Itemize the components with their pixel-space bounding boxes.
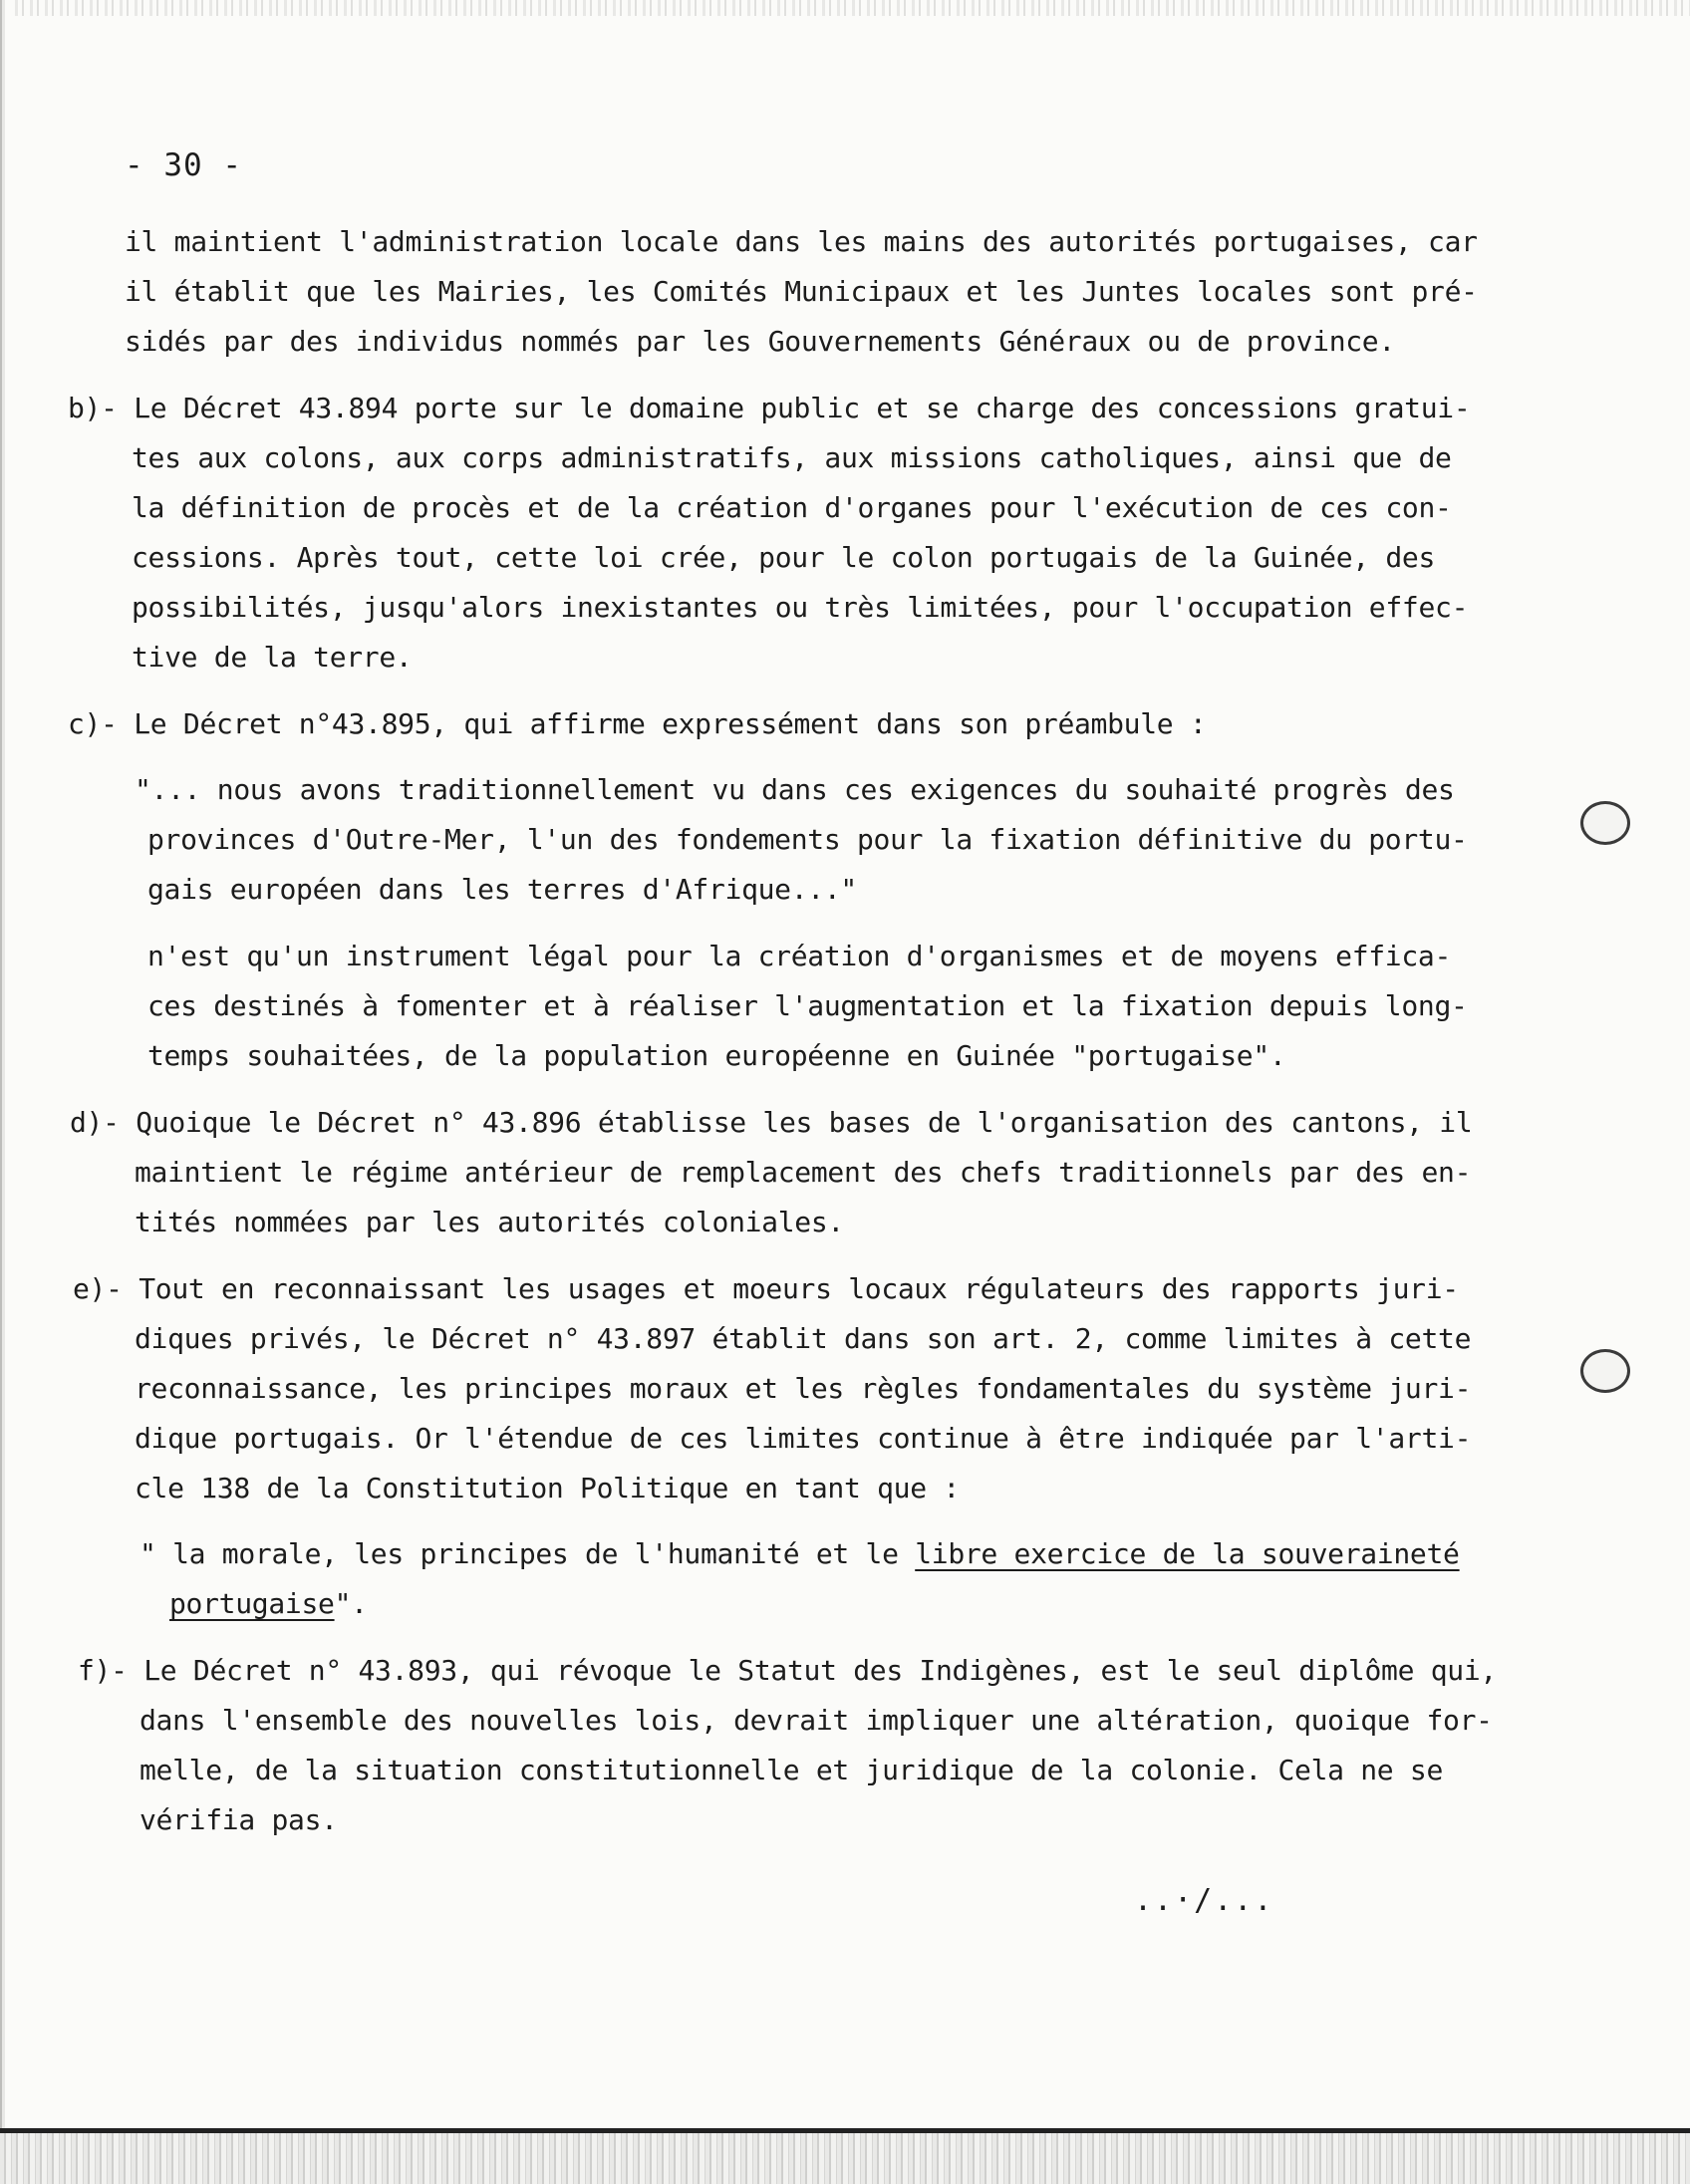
underlined-phrase: portugaise (169, 1587, 335, 1620)
text-line: "... nous avons traditionnellement vu dans ces exigences du souhaité progrès des (135, 773, 1455, 806)
text-line: e)- Tout en reconnaissant les usages et moeurs locaux régulateurs des rapports juri- (73, 1272, 1459, 1305)
text-line: temps souhaitées, de la population européenne en Guinée "portugaise". (147, 1039, 1286, 1072)
text-line: vérifia pas. (140, 1803, 338, 1836)
text-line: la définition de procès et de la création d'organes pour l'exécution de ces con- (132, 491, 1452, 524)
text-line: ces destinés à fomenter et à réaliser l'augmentation et la fixation depuis long- (147, 989, 1468, 1022)
text-line: il maintient l'administration locale dans les mains des autorités portugaises, car (125, 225, 1478, 258)
text-line: n'est qu'un instrument légal pour la création d'organismes et de moyens effica- (147, 940, 1452, 972)
text-line: tités nommées par les autorités coloniales. (135, 1206, 844, 1238)
scan-edge-left (0, 0, 10, 2184)
text-line: cle 138 de la Constitution Politique en tant que : (135, 1472, 960, 1504)
text-line: tive de la terre. (132, 641, 413, 674)
punch-hole-icon (1580, 1349, 1630, 1393)
scan-edge-top (0, 0, 1690, 16)
text-line: b)- Le Décret 43.894 porte sur le domaine public et se charge des concessions gratui- (68, 392, 1471, 424)
underlined-phrase: libre exercice de la souveraineté (915, 1537, 1460, 1570)
text-line: d)- Quoique le Décret n° 43.896 établisse les bases de l'organisation des cantons, il (70, 1106, 1473, 1139)
text-line: gais européen dans les terres d'Afrique..." (147, 873, 857, 906)
quote-text: " la morale, les principes de l'humanité et le (140, 1537, 916, 1570)
text-line: tes aux colons, aux corps administratifs, aux missions catholiques, ainsi que de (132, 441, 1452, 474)
quote-line (140, 1537, 1460, 1570)
text-line: maintient le régime antérieur de remplacement des chefs traditionnels par des en- (135, 1156, 1472, 1189)
text-line: possibilités, jusqu'alors inexistantes ou très limitées, pour l'occupation effec- (132, 591, 1469, 624)
text-line: melle, de la situation constitutionnelle et juridique de la colonie. Cela ne se (140, 1754, 1444, 1786)
quote-text: ". (334, 1587, 368, 1620)
text-line: provinces d'Outre-Mer, l'un des fondements pour la fixation définitive du portu- (147, 823, 1468, 856)
text-line: f)- Le Décret n° 43.893, qui révoque le Statut des Indigènes, est le seul diplôme qui, (78, 1654, 1497, 1687)
text-line: diques privés, le Décret n° 43.897 établit dans son art. 2, comme limites à cette (135, 1322, 1472, 1355)
quote-line (169, 1587, 368, 1620)
text-line: dique portugais. Or l'étendue de ces limites continue à être indiquée par l'arti- (135, 1422, 1472, 1455)
scan-edge-bottom (0, 2133, 1690, 2184)
text-line: cessions. Après tout, cette loi crée, pour le colon portugais de la Guinée, des (132, 541, 1436, 574)
page-number: - 30 - (125, 147, 242, 183)
punch-hole-icon (1580, 801, 1630, 845)
text-line: sidés par des individus nommés par les Gouvernements Généraux ou de province. (125, 325, 1395, 358)
text-line: reconnaissance, les principes moraux et les règles fondamentales du système juri- (135, 1372, 1472, 1405)
text-line: il établit que les Mairies, les Comités Municipaux et les Juntes locales sont pré- (125, 275, 1478, 308)
text-line: c)- Le Décret n°43.895, qui affirme expressément dans son préambule : (68, 707, 1207, 740)
text-line: dans l'ensemble des nouvelles lois, devrait impliquer une altération, quoique for- (140, 1704, 1493, 1737)
continuation-mark: ..·/... (1134, 1883, 1274, 1918)
